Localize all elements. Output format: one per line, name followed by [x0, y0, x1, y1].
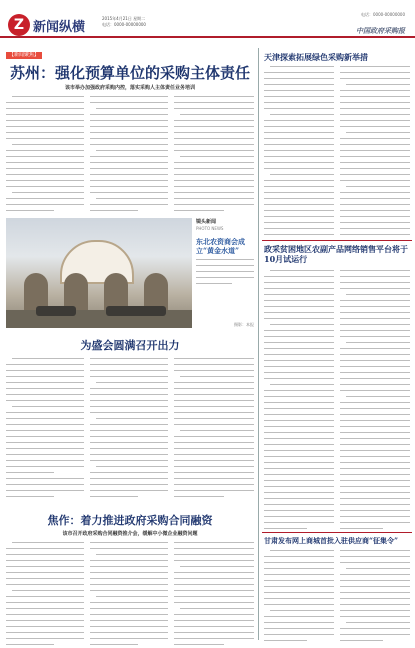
section-logo: Z	[8, 14, 30, 36]
photo-news-box	[196, 218, 254, 328]
story3-col3	[174, 542, 254, 648]
story3-headline: 焦作：着力推进政府采购合同融资	[47, 514, 213, 527]
section-name: 新闻纵横	[33, 20, 86, 35]
right-story1-col2	[340, 66, 410, 252]
kicker-badge: 【新闻聚焦】	[6, 52, 42, 59]
photo-byline: 摄影：本报	[234, 322, 254, 327]
right-story3-col1	[264, 550, 334, 646]
right-headline-3: 甘肃发布网上商城首批入驻供应商“征集令”	[264, 536, 399, 545]
lead-headline: 苏州：强化预算单位的采购主体责任	[9, 64, 250, 82]
right-story2-col1	[264, 270, 334, 534]
paper-contact: 电话：0000-00000000	[361, 12, 405, 17]
issue-meta	[102, 16, 146, 28]
story2-headline: 为盛会圆满召开出力	[80, 339, 180, 352]
issue-date: 2015年4月21日 星期二	[102, 16, 146, 21]
story2-col3	[174, 358, 254, 502]
story2-col2	[90, 358, 168, 502]
story2-col1	[6, 358, 84, 502]
story3-col1	[6, 542, 84, 648]
right-headline-2: 政采贫困地区农副产品网络销售平台将于10月试运行	[264, 244, 408, 264]
right-headline-1: 天津探索拓展绿色采购新举措	[264, 52, 368, 62]
photo-news-headline: 东北农资商会成立“黄金水道”	[196, 237, 245, 255]
lead-body-col1	[6, 96, 84, 216]
photo-news-label: 镜头新闻	[196, 219, 217, 225]
column-divider	[258, 48, 259, 640]
lead-body-col3	[174, 96, 254, 216]
story3-col2	[90, 542, 168, 648]
photo-caption	[196, 259, 254, 284]
lead-body-col2	[90, 96, 168, 216]
paper-name: 中国政府采购报	[356, 26, 405, 35]
story3-subtitle: 该市召开政府采购合同融资推介会，缓解中小微企业融资问题	[62, 531, 198, 537]
right-story1-col1	[264, 66, 334, 252]
right-divider-1	[262, 240, 412, 241]
lead-subtitle: 该市举办加强政府采购内控，落实采购人主体责任业务培训	[64, 85, 195, 91]
news-photo	[6, 218, 192, 328]
right-story3-col2	[340, 550, 410, 646]
masthead-rule	[0, 36, 415, 38]
photo-news-label-en: PHOTO NEWS	[196, 226, 224, 231]
issue-contact: 电话：0000-00000000	[102, 22, 146, 27]
right-story2-col2	[340, 270, 410, 534]
masthead	[4, 6, 411, 46]
right-divider-2	[262, 532, 412, 533]
